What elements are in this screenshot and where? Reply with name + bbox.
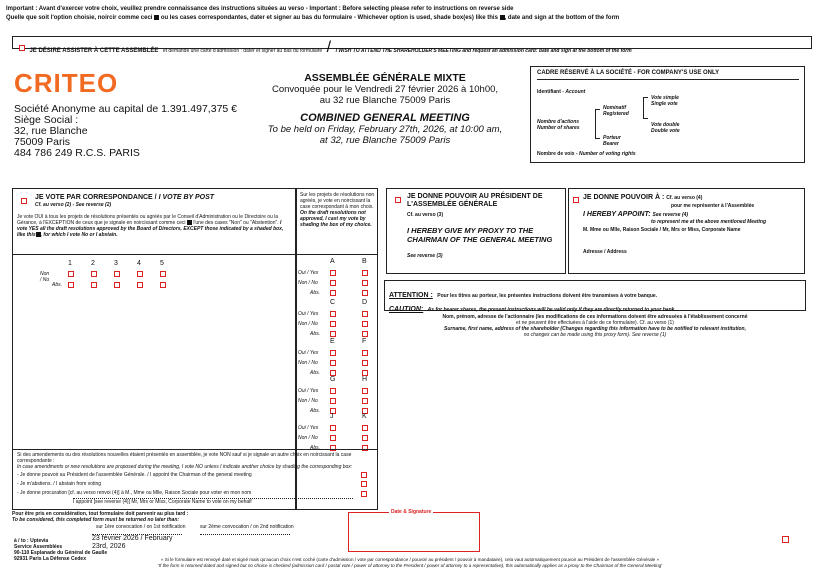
letter-a-abs[interactable] <box>330 290 336 296</box>
attend-box <box>12 36 812 56</box>
proxy-chairman-checkbox[interactable] <box>395 197 401 203</box>
company-logo: CRITEO <box>14 68 119 98</box>
col-2: 2 <box>91 260 95 267</box>
col-4: 4 <box>137 260 141 267</box>
res4-abs-checkbox[interactable] <box>137 282 143 288</box>
letter-block: A B Oui / Yes Non / No Abs. <box>298 258 367 296</box>
company-reserved-box: CADRE RÉSERVÉ À LA SOCIÉTÉ - FOR COMPANY'S USE ONLY Identifiant - Account Nominatif Registered Vote simple Single vote Nombre d'actions Number of shares Vote double Double vote Porteur Bearer Nombre de voix - Number of voting rights <box>530 66 805 163</box>
proxy-address-label: Adresse / Address <box>583 249 627 255</box>
letter-b-no[interactable] <box>362 280 368 286</box>
shareholder-info: Nom, prénom, adresse de l'actionnaire (les modifications de ces informations doivent être adressées à l'établissement concerné et ne peuvent être effectuées à l'aide de ce formulaire). Cf. au verso (1) Surname, first name, address of the shareholder (Changes regarding this information have to be notified to relevant institution, no changes can be made using this proxy form). See reverse (1) <box>442 314 748 338</box>
letter-grid <box>296 258 378 451</box>
proxy-other-title: JE DONNE POUVOIR À : Cf. au verso (4) <box>583 194 703 201</box>
amend-proxy-checkbox[interactable] <box>361 491 367 497</box>
letter-d-abs[interactable] <box>362 331 368 337</box>
meeting-info: ASSEMBLÉE GÉNÉRALE MIXTE Convoquée pour le Vendredi 27 février 2026 à 10h00, au 32 rue Blanche 75009 Paris COMBINED GENERAL MEETING To be held on Friday, February 27th, 2026, at 10:00 am, at 32, rue Blanche 75009 Paris <box>250 72 520 146</box>
vote-post-option[interactable]: JE VOTE PAR CORRESPONDANCE / I VOTE BY POST Cf. au verso (2) - See reverse (2) <box>21 194 214 208</box>
letter-d-no[interactable] <box>362 321 368 327</box>
col-5: 5 <box>160 260 164 267</box>
res1-abs-checkbox[interactable] <box>68 282 74 288</box>
letter-j-no[interactable] <box>330 435 336 441</box>
reserved-title: CADRE RÉSERVÉ À LA SOCIÉTÉ - FOR COMPANY'S USE ONLY <box>537 70 799 80</box>
letter-c-no[interactable] <box>330 321 336 327</box>
letter-c-yes[interactable] <box>330 311 336 317</box>
res4-no-checkbox[interactable] <box>137 271 143 277</box>
letter-c-abs[interactable] <box>330 331 336 337</box>
filled-square-icon <box>154 15 159 20</box>
proxy-chairman-box: JE DONNE POUVOIR AU PRÉSIDENT DE L'ASSEMBLÉE GÉNÉRALE Cf. au verso (3) I HEREBY GIVE MY PROXY TO THE CHAIRMAN OF THE GENERAL MEETING See reverse (3) <box>386 188 566 274</box>
letter-h-no[interactable] <box>362 398 368 404</box>
letter-h-yes[interactable] <box>362 388 368 394</box>
attend-option[interactable]: JE DÉSIRE ASSISTER À CETTE ASSEMBLÉE et demande une carte d'admission : dater et signer au bas du formulaire / I WISH TO ATTEND THE SHAREHOLDER'S MEETING and request an admission card: date and sign at the bottom of the form <box>19 39 632 57</box>
attend-checkbox[interactable] <box>19 45 25 51</box>
second-notification-label: sur 2ème convocation / on 2nd notification <box>200 524 294 530</box>
header-line1: Important : Avant d'exercer votre choix, veuillez prendre connaissance des instructions situées au verso - Important : Before selecting please refer to instructions on reverse side <box>6 6 514 12</box>
amend-chairman-checkbox[interactable] <box>361 472 367 478</box>
vote-side-text: Sur les projets de résolutions non agréés, je vote en noircissant la case correspondant à mon choix. On the draft resolutions not approved, I cast my vote by shading the box of my choice. <box>300 192 375 228</box>
vote-post-checkbox[interactable] <box>21 198 27 204</box>
letter-f-yes[interactable] <box>362 350 368 356</box>
res3-abs-checkbox[interactable] <box>114 282 120 288</box>
proxy-other-box: JE DONNE POUVOIR À : Cf. au verso (4) pour me représenter à l'Assemblée I HEREBY APPOINT: See reverse (4) to represent me at the above mentioned Meeting M. Mme ou Mlle, Raison Sociale / Mr, Mrs or Miss, Corporate Name Adresse / Address <box>568 188 805 274</box>
deadline-date: 23 février 2026 / February 23rd, 2026 <box>92 534 182 551</box>
letter-b-abs[interactable] <box>362 290 368 296</box>
letter-block: E F Oui / Yes Non / No Abs. <box>298 338 367 376</box>
amendments-box: Si des amendements ou des résolutions nouvelles étaient présentés en assemblée, je vote NON sauf si je signale un autre choix en noircissant la case correspondante : In case amendments or new resolutions are proposed during the meeting, I vote NO unless I indicate another choice by shading the corresponding box: - Je donne pouvoir au Président de l'assemblée Générale. / I appoint the Chairman of the general meeting - Je m'abstiens. / I abstain from voting - Je donne procuration [cf. au verso renvoi (4)] à M., Mme ou Mlle, Raison Sociale pour voter en mon nom I appoint [see reverse (4)] Mr, Mrs or Miss, Corporate Name to vote on my behalf <box>12 449 378 510</box>
res3-no-checkbox[interactable] <box>114 271 120 277</box>
letter-b-yes[interactable] <box>362 270 368 276</box>
meeting-title-fr: ASSEMBLÉE GÉNÉRALE MIXTE <box>304 72 466 84</box>
letter-block: J K Oui / Yes Non / No Abs. <box>298 413 367 451</box>
header-instructions <box>6 6 816 22</box>
attention-box: ATTENTION : Pour les titres au porteur, les présentes instructions doivent être transmises à votre banque. CAUTION: As for bearer shares, the present instructions will be valid only if they are directly returned to your bank. <box>384 280 806 311</box>
res1-no-checkbox[interactable] <box>68 271 74 277</box>
letter-g-no[interactable] <box>330 398 336 404</box>
letter-d-yes[interactable] <box>362 311 368 317</box>
header-line2: Quelle que soit l'option choisie, noircir comme ceci ou les cases correspondantes, dater et signer au bas du formulaire - Whichever option is used, shade box(es) like this , date and sign at the bottom of the form <box>6 15 620 22</box>
date-signature-label: Date & Signature <box>391 509 432 515</box>
letter-e-no[interactable] <box>330 360 336 366</box>
letter-k-no[interactable] <box>362 435 368 441</box>
letter-block: G H Oui / Yes Non / No Abs. <box>298 376 368 414</box>
proxy-chairman-en: I HEREBY GIVE MY PROXY TO THE CHAIRMAN OF THE GENERAL MEETING <box>407 226 553 244</box>
res5-no-checkbox[interactable] <box>160 271 166 277</box>
return-address: à / to : Uptevia Service Assemblées 90-110 Esplanade du Général de Gaulle 92931 Paris La Défense Cedex <box>14 538 108 562</box>
res5-abs-checkbox[interactable] <box>160 282 166 288</box>
amend-abstain-checkbox[interactable] <box>361 481 367 487</box>
attend-label: JE DÉSIRE ASSISTER À CETTE ASSEMBLÉE <box>29 48 159 54</box>
res2-no-checkbox[interactable] <box>91 271 97 277</box>
letter-a-no[interactable] <box>330 280 336 286</box>
res2-abs-checkbox[interactable] <box>91 282 97 288</box>
deadline: Pour être pris en considération, tout formulaire doit parvenir au plus tard : To be considered, this completed form must be returned no later than: <box>12 511 189 523</box>
meeting-title-en: COMBINED GENERAL MEETING <box>300 112 470 124</box>
default-proxy-note: « Si le formulaire est renvoyé daté et signé mais qu'aucun choix n'est coché (carte d'admission / vote par correspondance / pouvoir au président / pouvoir à mandataire), cela vaut automatiquement pouvoir au Président de l'assemblée Générale » 'If the form is returned dated and signed but no choice is checked (admission card / postal vote / power of attorney to the President / power of attorney to a representative), this automatically applies as a proxy to the Chairman of the General Meeting' <box>157 557 663 568</box>
corner-checkbox[interactable] <box>782 536 789 543</box>
col-1: 1 <box>68 260 72 267</box>
letter-j-yes[interactable] <box>330 425 336 431</box>
letter-f-no[interactable] <box>362 360 368 366</box>
first-notification-label: sur 1ère convocation / on 1st notification <box>96 524 186 530</box>
signature-box[interactable] <box>348 509 480 552</box>
company-info: Société Anonyme au capital de 1.391.497,375 € Siège Social : 32, rue Blanche 75009 Paris 484 786 249 R.C.S. PARIS <box>14 103 238 159</box>
letter-k-yes[interactable] <box>362 425 368 431</box>
proxy-other-checkbox[interactable] <box>573 197 579 203</box>
letter-a-yes[interactable] <box>330 270 336 276</box>
letter-e-yes[interactable] <box>330 350 336 356</box>
letter-g-yes[interactable] <box>330 388 336 394</box>
col-3: 3 <box>114 260 118 267</box>
vote-post-instructions: Je vote OUI à tous les projets de résolutions présentés ou agréés par le Conseil d'Administration ou le Directoire ou la Gérance, à l'EXCEPTION de ceux que je signale en noircissant comme ceci l'une des cases "Non" ou "Abstention". I vote YES all the draft resolutions approved by the Board of Directors, EXCEPT those indicated by a shaded box, like this , for which I vote No or I abstain. <box>17 214 284 238</box>
letter-block: C D Oui / Yes Non / No Abs. <box>298 299 368 337</box>
proxy-name-label: M. Mme ou Mlle, Raison Sociale / Mr, Mrs or Miss, Corporate Name <box>583 227 741 233</box>
